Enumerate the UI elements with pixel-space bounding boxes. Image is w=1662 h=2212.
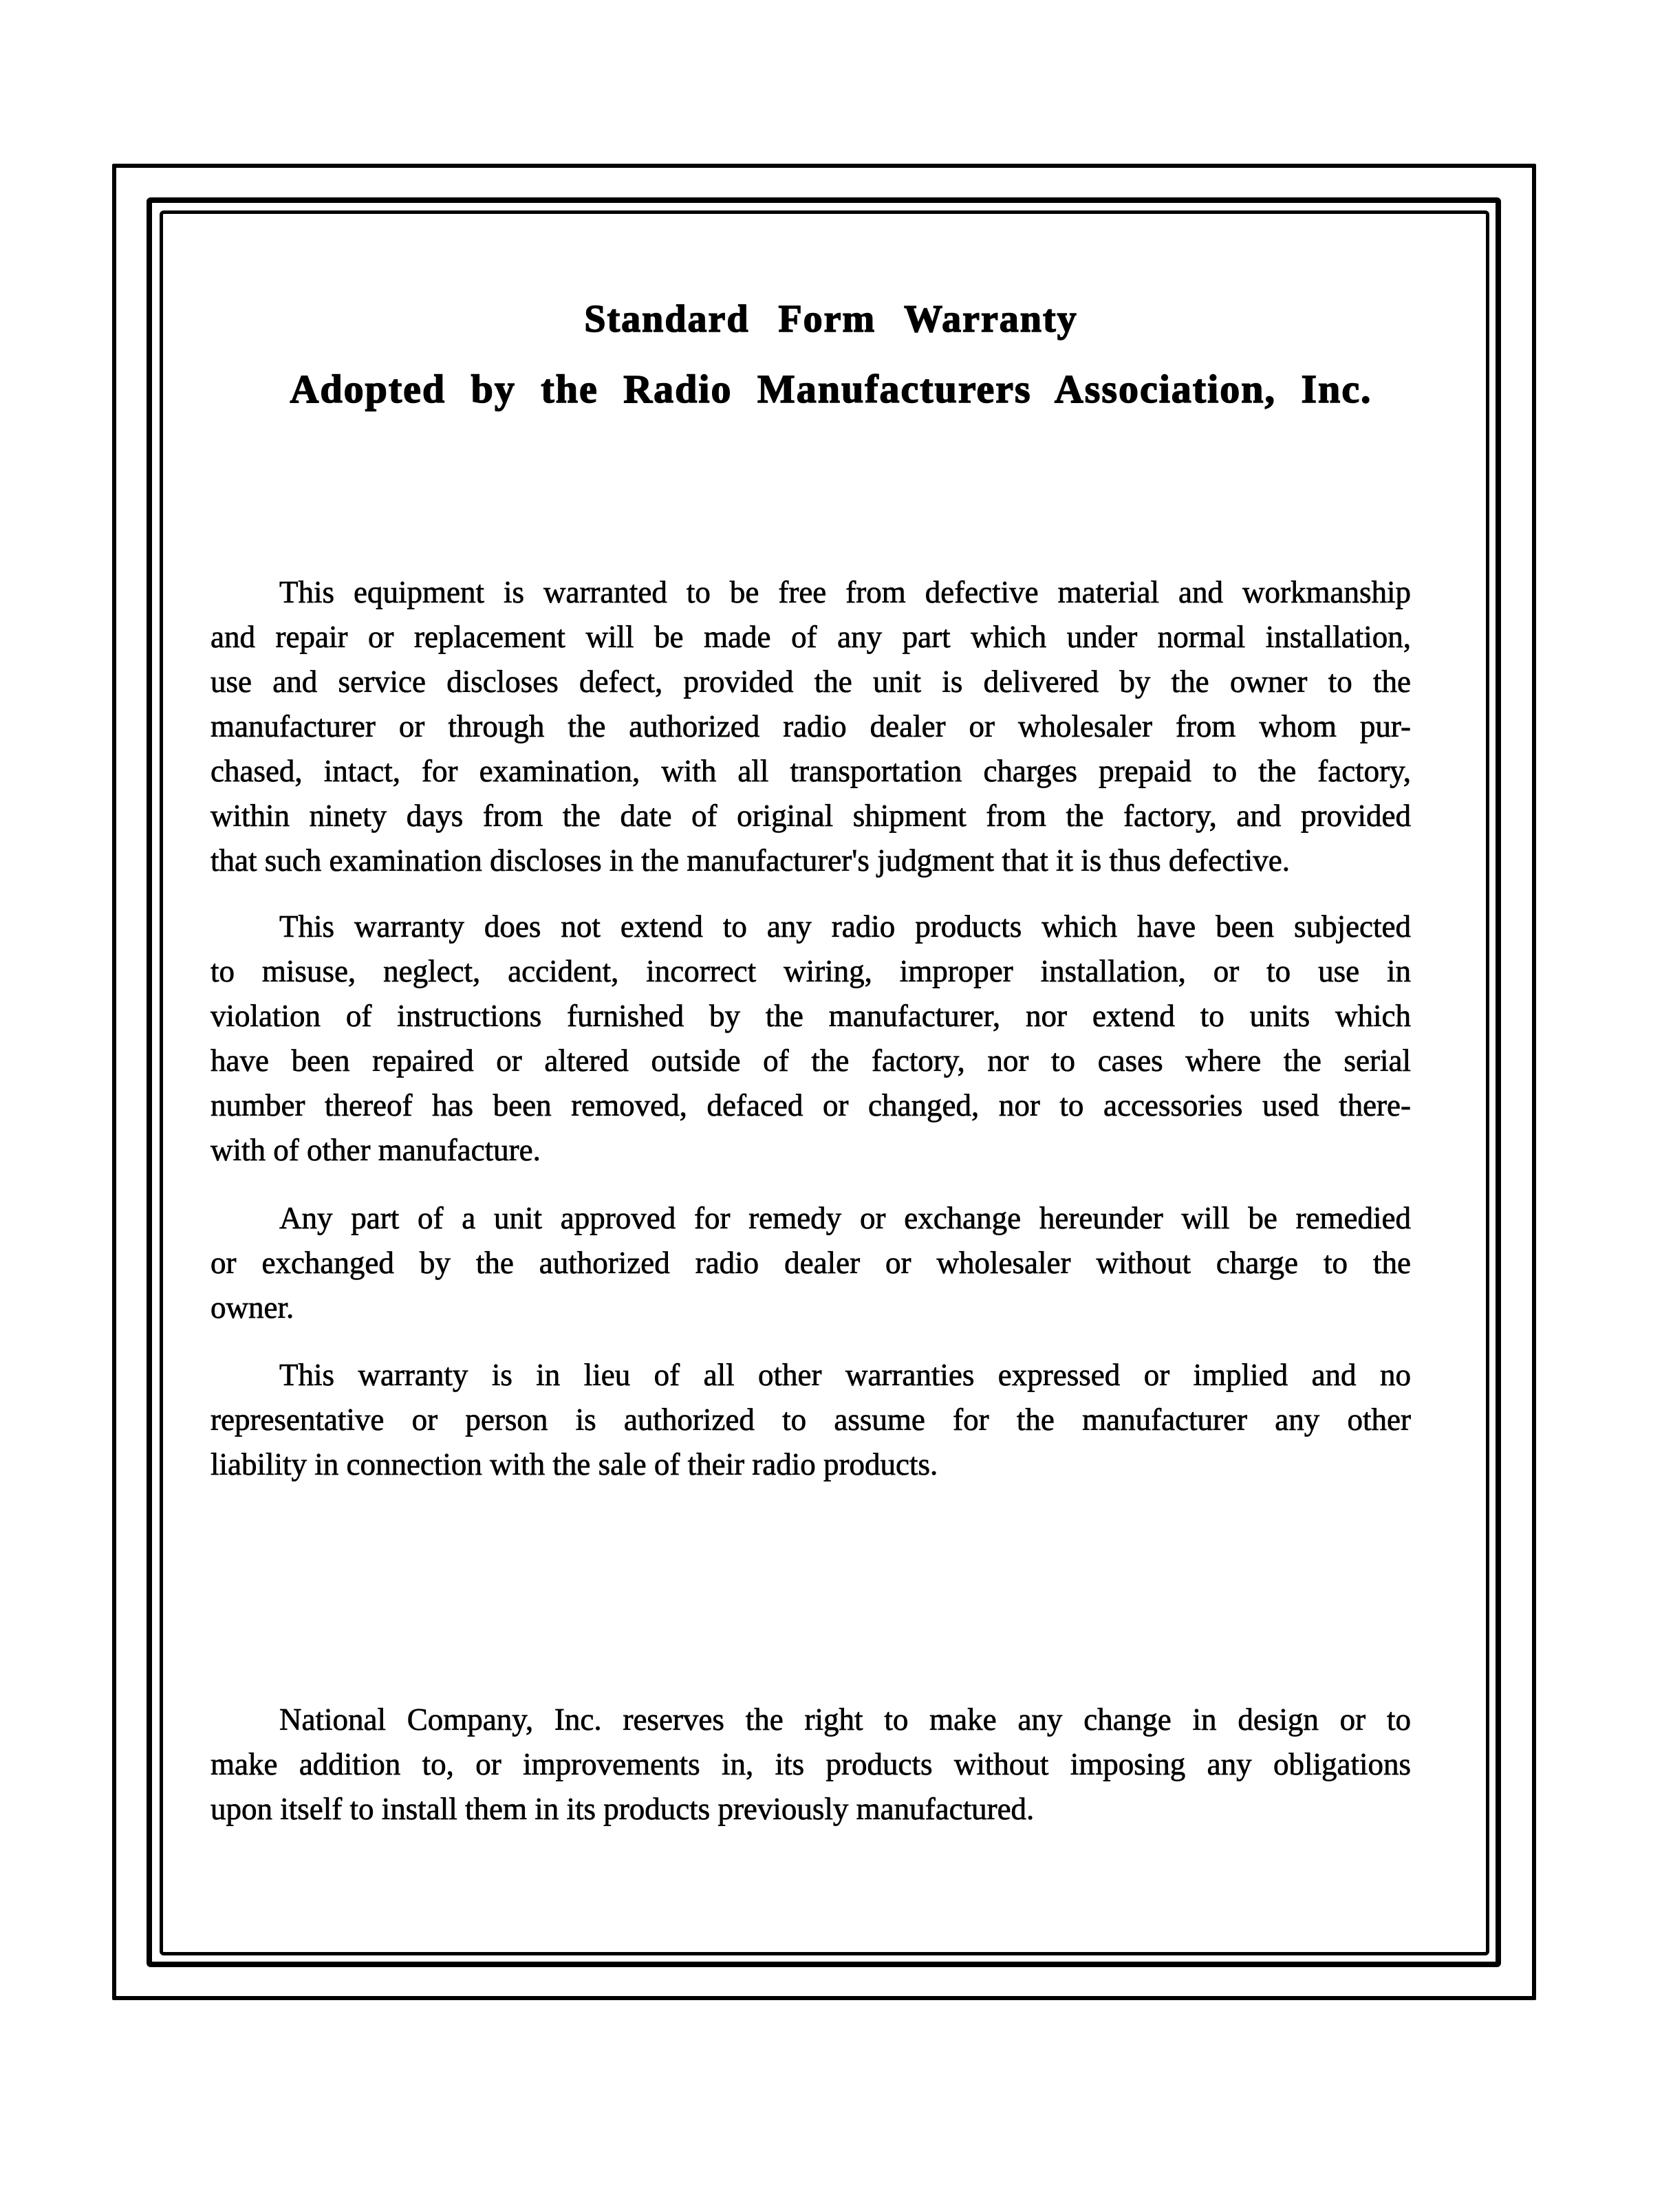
paragraph-line: that such examination discloses in the manufacturer's judgment that it is thus defective.: [211, 843, 1290, 878]
paragraph-line: upon itself to install them in its products previously manufactured.: [211, 1792, 1035, 1826]
paragraph-line: This equipment is warranted to be free from defective material and workmanship: [279, 575, 1411, 609]
paragraph-line: This warranty is in lieu of all other warranties expressed or implied and no: [279, 1358, 1411, 1392]
paragraph-line: number thereof has been removed, defaced or changed, nor to accessories used there-: [211, 1088, 1411, 1123]
paragraph-line: use and service discloses defect, provided the unit is delivered by the owner to the: [211, 664, 1411, 699]
warranty-paragraph: [211, 570, 1411, 883]
paragraph-line: have been repaired or altered outside of the factory, nor to cases where the serial: [211, 1043, 1411, 1078]
paragraph-line: liability in connection with the sale of their radio products.: [211, 1447, 938, 1482]
paragraph-line: and repair or replacement will be made of any part which under normal installation,: [211, 620, 1411, 654]
paragraph-line: This warranty does not extend to any radio products which have been subjected: [279, 909, 1411, 944]
paragraph-line: Any part of a unit approved for remedy or exchange hereunder will be remedied: [279, 1201, 1411, 1235]
paragraph-line: within ninety days from the date of original shipment from the factory, and provided: [211, 799, 1411, 833]
paragraph-line: chased, intact, for examination, with all transportation charges prepaid to the factory,: [211, 754, 1411, 788]
paragraph-line: with of other manufacture.: [211, 1133, 541, 1167]
paragraph-line: National Company, Inc. reserves the right to make any change in design or to: [279, 1702, 1411, 1737]
paragraph-line: or exchanged by the authorized radio dealer or wholesaler without charge to the: [211, 1246, 1411, 1280]
paragraph-line: representative or person is authorized to assume for the manufacturer any other: [211, 1402, 1411, 1437]
remedy-paragraph: [211, 1196, 1411, 1330]
paragraph-line: owner.: [211, 1290, 294, 1325]
paragraph-line: manufacturer or through the authorized radio dealer or wholesaler from whom pur-: [211, 709, 1411, 744]
paragraph-line: to misuse, neglect, accident, incorrect wiring, improper installation, or to use in: [211, 954, 1411, 988]
paragraph-line: violation of instructions furnished by the manufacturer, nor extend to units which: [211, 999, 1411, 1033]
page-title: Standard Form Warranty: [584, 298, 1078, 340]
paragraph-line: make addition to, or improvements in, its products without imposing any obligations: [211, 1747, 1411, 1781]
exclusions-paragraph: [211, 904, 1411, 1173]
page-subtitle: Adopted by the Radio Manufacturers Association, Inc.: [290, 367, 1372, 411]
design-change-paragraph: [211, 1698, 1411, 1832]
lieu-paragraph: [211, 1353, 1411, 1487]
